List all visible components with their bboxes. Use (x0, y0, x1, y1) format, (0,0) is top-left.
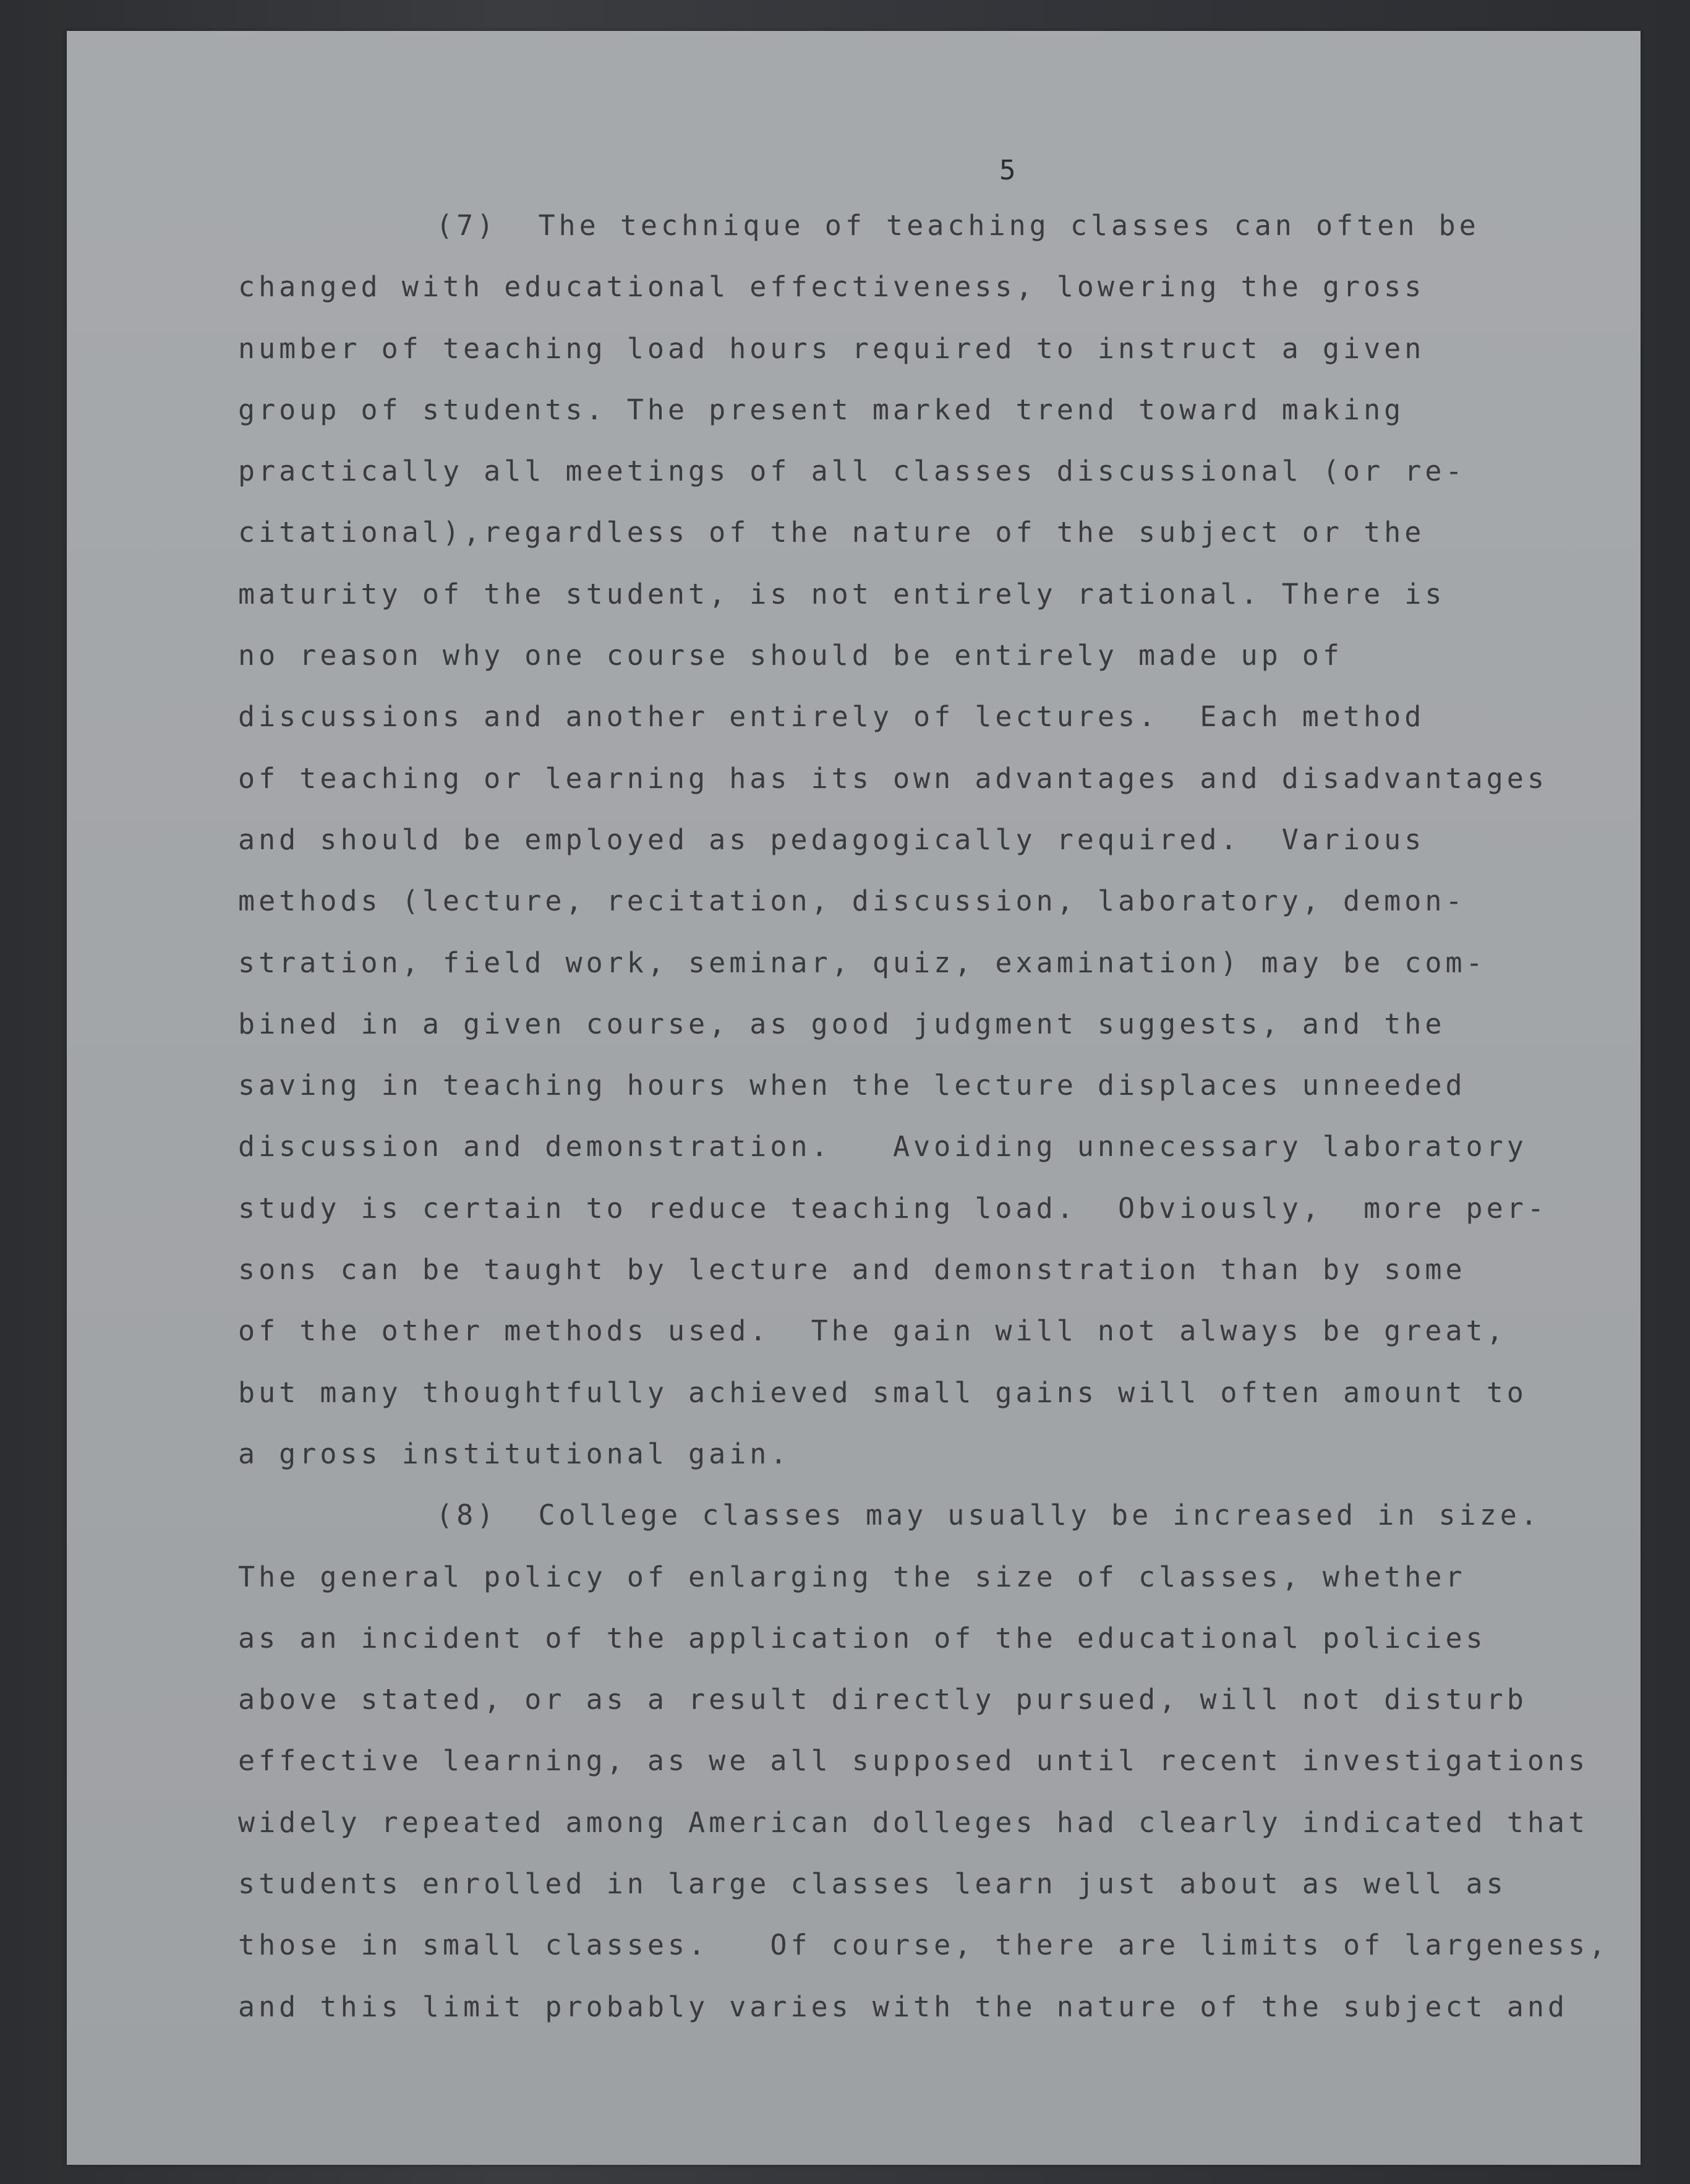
text-line: of the other methods used. The gain will not always be great, (238, 1314, 1507, 1348)
text-line: and this limit probably varies with the nature of the subject and (238, 1990, 1568, 2023)
text-line: and should be employed as pedagogically required. Various (238, 823, 1425, 856)
text-line: group of students. The present marked trend toward making (238, 393, 1405, 426)
text-line: students enrolled in large classes learn just about as well as (238, 1867, 1507, 1901)
text-line: widely repeated among American dolleges had clearly indicated that (238, 1805, 1589, 1839)
text-line: but many thoughtfully achieved small gains will often amount to (238, 1376, 1527, 1409)
text-line: effective learning, as we all supposed until recent investigations (238, 1744, 1589, 1778)
text-line: (7) The technique of teaching classes can often be (436, 209, 1480, 242)
text-line: maturity of the student, is not entirely rational. There is (238, 577, 1446, 610)
text-line: number of teaching load hours required to instruct a given (238, 332, 1425, 365)
text-line: methods (lecture, recitation, discussion, laboratory, demon- (238, 884, 1466, 918)
text-line: no reason why one course should be entirely made up of (238, 639, 1343, 672)
text-line: bined in a given course, as good judgment suggests, and the (238, 1007, 1446, 1040)
text-line: those in small classes. Of course, there are limits of largeness, (238, 1929, 1610, 1962)
paragraph-8 (238, 1484, 1610, 2037)
text-line: discussion and demonstration. Avoiding unnecessary laboratory (238, 1130, 1527, 1163)
text-line: The general policy of enlarging the size of classes, whether (238, 1560, 1466, 1593)
text-line: a gross institutional gain. (238, 1437, 791, 1470)
text-line: above stated, or as a result directly pursued, will not disturb (238, 1683, 1527, 1716)
text-line: discussions and another entirely of lectures. Each method (238, 700, 1425, 734)
page-number: 5 (999, 155, 1016, 186)
text-line: practically all meetings of all classes discussional (or re- (238, 455, 1466, 488)
paragraph-7 (238, 195, 1548, 1484)
text-line: as an incident of the application of the educational policies (238, 1621, 1487, 1655)
text-line: changed with educational effectiveness, lowering the gross (238, 270, 1425, 304)
text-line: (8) College classes may usually be increased in size. (436, 1499, 1541, 1532)
text-line: study is certain to reduce teaching load. Obviously, more per- (238, 1191, 1548, 1225)
text-line: sons can be taught by lecture and demonstration than by some (238, 1253, 1466, 1287)
body-text (238, 195, 1610, 2037)
text-line: saving in teaching hours when the lecture displaces unneeded (238, 1069, 1466, 1102)
text-line: stration, field work, seminar, quiz, examination) may be com- (238, 946, 1487, 979)
text-line: citational),regardless of the nature of the subject or the (238, 516, 1425, 549)
text-line: of teaching or learning has its own advantages and disadvantages (238, 761, 1548, 795)
